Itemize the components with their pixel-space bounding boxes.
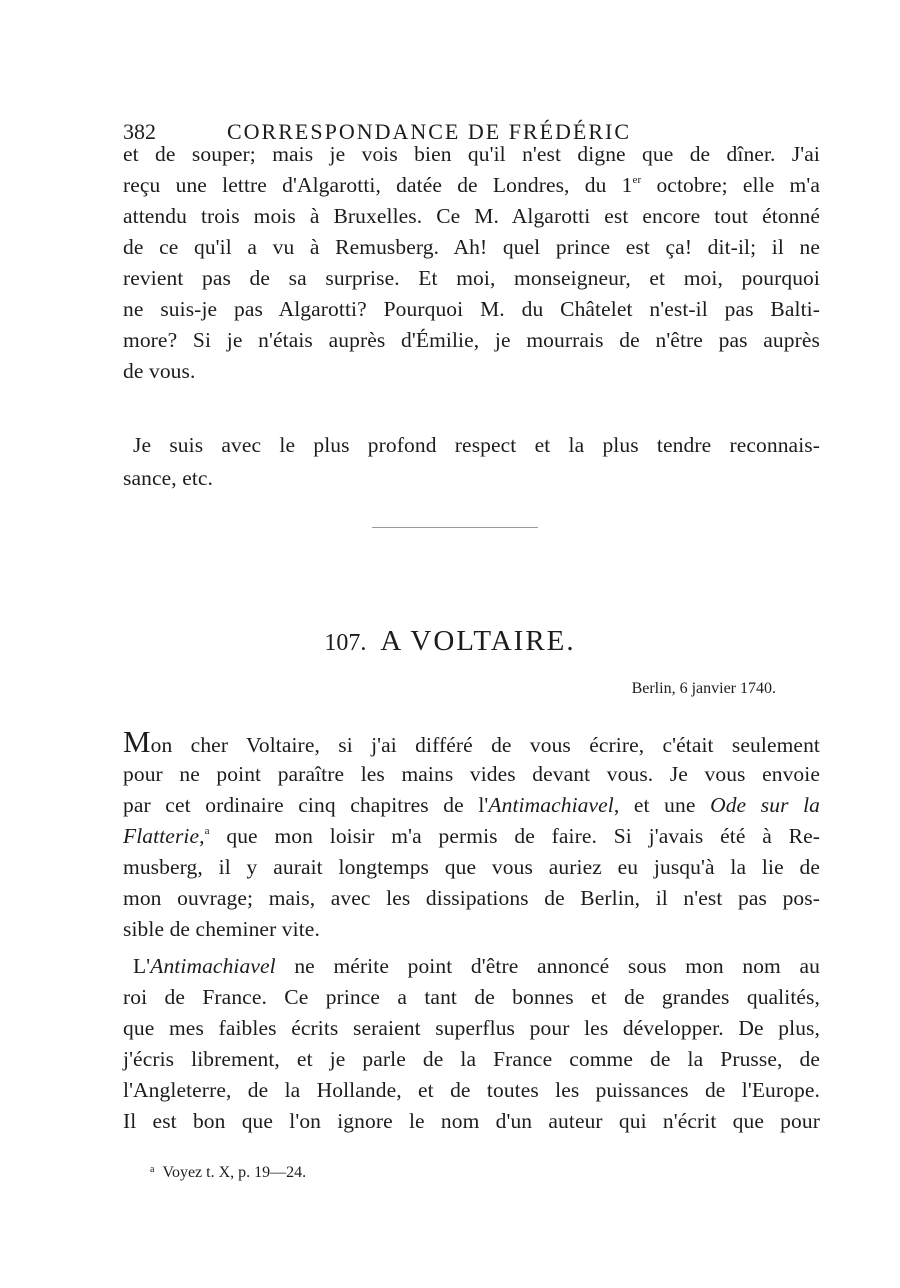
running-title: CORRESPONDANCE DE FRÉDÉRIC [227, 119, 632, 144]
footnote [150, 1164, 306, 1182]
text-segment: L' [133, 954, 151, 978]
text-segment: revient pas de sa surprise. Et moi, monseigneur, et moi, pourquoi [123, 266, 820, 290]
text-segment: et de souper; mais je vois bien qu'il n'est digne que de dîner. J'ai [123, 142, 820, 166]
italic-text: Ode sur la [710, 793, 821, 817]
letter-number: 107. [324, 630, 367, 656]
italic-text: Flatterie, [123, 824, 205, 848]
text-segment: que mes faibles écrits seraient superflus pour les développer. De plus, [123, 1016, 820, 1040]
text-segment: pour ne point paraître les mains vides devant vous. Je vous envoie [123, 762, 820, 786]
text-line [123, 724, 820, 759]
text-line [123, 884, 820, 912]
text-segment: reçu une lettre d'Algarotti, datée de Londres, du 1 [123, 173, 633, 197]
text-line [123, 202, 820, 230]
superscript: er [632, 174, 642, 186]
superscript: a [204, 825, 210, 837]
text-segment: j'écris librement, et je parle de la France comme de la Prusse, de [123, 1047, 820, 1071]
text-segment: Il est bon que l'on ignore le nom d'un auteur qui n'écrit que pour [123, 1109, 820, 1133]
footnote-text: Voyez t. X, p. 19—24. [162, 1164, 307, 1181]
text-segment: de ce qu'il a vu à Remusberg. Ah! quel prince est ça! dit-il; il ne [123, 235, 820, 259]
footnote-marker: a [150, 1164, 155, 1175]
text-line [123, 1107, 820, 1135]
letter-heading [0, 625, 900, 658]
text-line [123, 357, 820, 385]
text-segment: ne suis-je pas Algarotti? Pourquoi M. du Châtelet n'est-il pas Balti- [123, 297, 820, 321]
text-line [133, 431, 820, 459]
text-line [123, 295, 820, 323]
text-segment: mon ouvrage; mais, avec les dissipations de Berlin, il n'est pas pos- [123, 886, 820, 910]
text-line [123, 791, 820, 819]
dateline: Berlin, 6 janvier 1740. [631, 680, 776, 697]
text-segment: sible de cheminer vite. [123, 917, 320, 941]
text-line [123, 1076, 820, 1104]
text-segment: attendu trois mois à Bruxelles. Ce M. Algarotti est encore tout étonné [123, 204, 820, 228]
text-line [123, 983, 820, 1011]
text-segment: de vous. [123, 359, 196, 383]
italic-text: Antimachiavel [150, 954, 276, 978]
text-line [123, 171, 820, 199]
text-line [123, 822, 820, 850]
letter-title: A VOLTAIRE. [380, 625, 576, 657]
text-segment: que mon loisir m'a permis de faire. Si j'avais été à Re- [209, 824, 820, 848]
text-segment: l'Angleterre, de la Hollande, et de toutes les puissances de l'Europe. [123, 1078, 820, 1102]
text-segment: Je suis avec le plus profond respect et la plus tendre reconnais- [133, 433, 820, 457]
text-segment: roi de France. Ce prince a tant de bonnes et de grandes qualités, [123, 985, 820, 1009]
text-line [123, 1045, 820, 1073]
text-segment: ne mérite point d'être annoncé sous mon nom au [275, 954, 820, 978]
text-line [123, 264, 820, 292]
text-line [123, 464, 820, 492]
text-line [123, 853, 820, 881]
text-segment: musberg, il y aurait longtemps que vous auriez eu jusqu'à la lie de [123, 855, 820, 879]
text-line [123, 1014, 820, 1042]
text-line [123, 233, 820, 261]
text-line [123, 915, 820, 943]
page-number: 382 [123, 119, 156, 144]
italic-text: Antimachiavel [488, 793, 614, 817]
section-divider [372, 527, 538, 528]
text-line [123, 760, 820, 788]
text-segment: octobre; elle m'a [641, 173, 820, 197]
text-segment: on cher Voltaire, si j'ai différé de vous écrire, c'était seulement [150, 733, 820, 757]
text-segment: par cet ordinaire cinq chapitres de l' [123, 793, 489, 817]
text-line [123, 140, 820, 168]
text-line [133, 952, 820, 980]
text-segment: , et une [613, 793, 711, 817]
text-segment: more? Si je n'étais auprès d'Émilie, je mourrais de n'être pas auprès [123, 328, 820, 352]
text-line [123, 326, 820, 354]
drop-cap: M [123, 724, 151, 759]
text-segment: sance, etc. [123, 466, 214, 490]
